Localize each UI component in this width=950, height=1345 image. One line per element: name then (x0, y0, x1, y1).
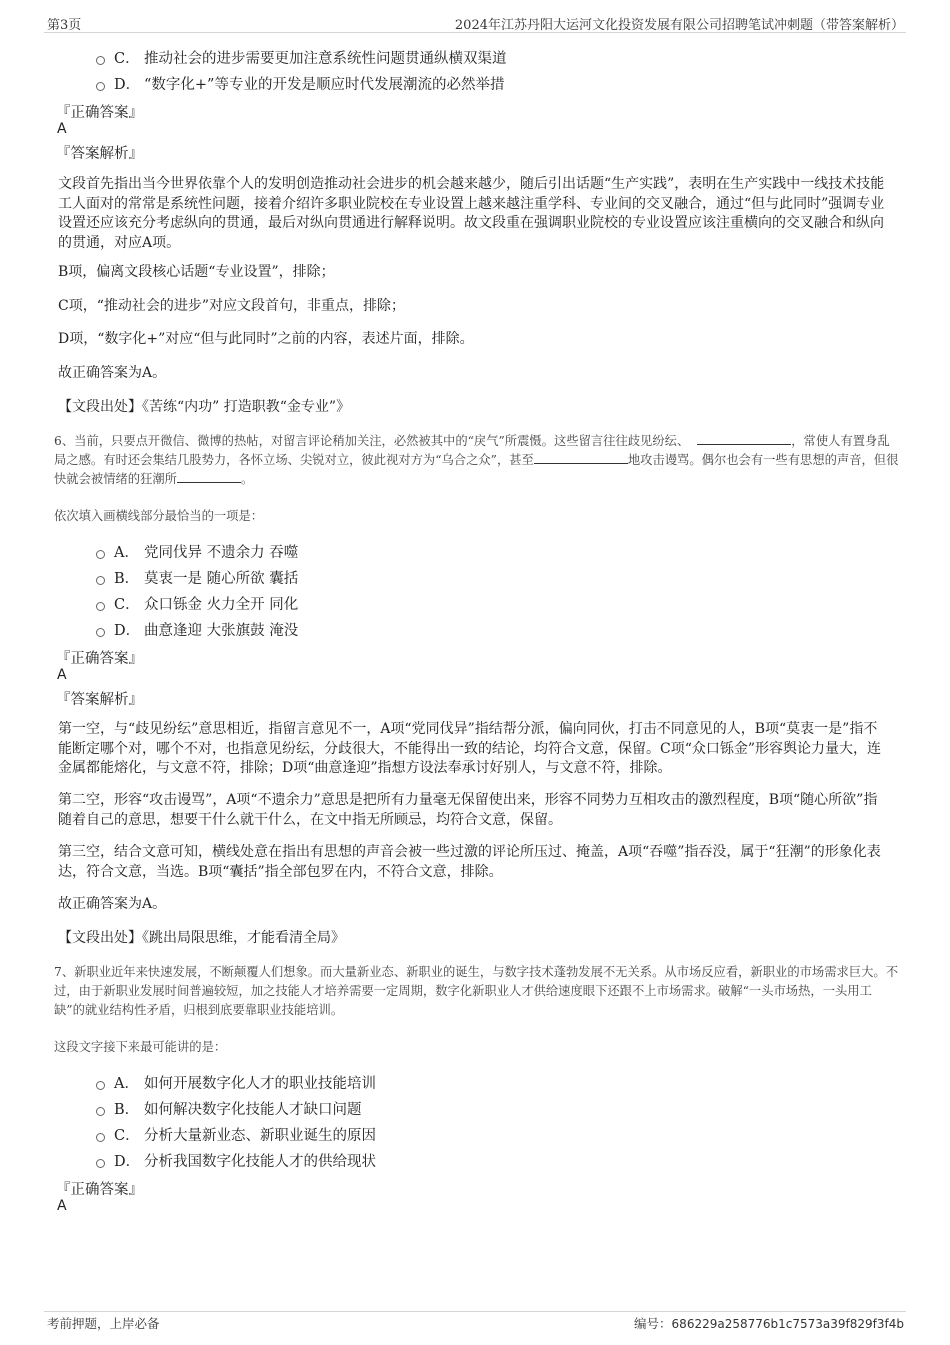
q6-option-c[interactable] (96, 592, 298, 614)
radio-icon[interactable] (96, 1107, 105, 1116)
radio-icon[interactable] (96, 56, 105, 65)
radio-icon[interactable] (96, 82, 105, 91)
q7-option-b[interactable] (96, 1097, 362, 1119)
q6-answer: A (57, 667, 67, 683)
radio-icon[interactable] (96, 550, 105, 559)
radio-icon[interactable] (96, 628, 105, 637)
option-letter: B． (114, 570, 140, 587)
option-text: 曲意逢迎 大张旗鼓 淹没 (144, 622, 299, 639)
option-letter: A． (114, 1075, 139, 1092)
footer-slogan: 考前押题，上岸必备 (47, 1316, 160, 1331)
radio-icon[interactable] (96, 602, 105, 611)
option-text: 众口铄金 火力全开 同化 (144, 596, 299, 613)
q5-answer-label: 『正确答案』 (56, 105, 143, 121)
fill-blank-3 (177, 470, 241, 483)
q6-answer-label: 『正确答案』 (56, 651, 143, 667)
radio-icon[interactable] (96, 1159, 105, 1168)
q7-option-a[interactable] (96, 1071, 376, 1093)
option-text: 分析我国数字化技能人才的供给现状 (144, 1153, 376, 1170)
q7-option-c[interactable] (96, 1123, 376, 1145)
q5-source: 【文段出处】《苦练“内功” 打造职教“金专业”》 (58, 399, 351, 415)
option-text: 如何解决数字化技能人才缺口问题 (144, 1101, 362, 1118)
q6-analysis-paragraph: 第二空，形容“攻击谩骂”，A项“不遗余力”意思是把所有力量毫无保留使出来，形容不同势力互相攻击的激烈程度，B项“随心所欲”指随着自己的意思，想要干什么就干什么，在文中指无所顾忌，均符合文意，保留。 (58, 792, 878, 828)
q5-analysis-label: 『答案解析』 (56, 146, 143, 162)
radio-icon[interactable] (96, 576, 105, 585)
document-title: 2024年江苏丹阳大运河文化投资发展有限公司招聘笔试冲刺题（带答案解析） (454, 18, 904, 33)
q7-answer-label: 『正确答案』 (56, 1182, 143, 1198)
q7-option-d[interactable] (96, 1149, 376, 1171)
q6-analysis-paragraph: 第一空，与“歧见纷纭”意思相近，指留言意见不一，A项“党同伐异”指结帮分派，偏向同伙，打击不同意见的人，B项“莫衷一是”指不能断定哪个对，哪个不对，也指意见纷纭，分歧很大，不能得出一致的结论，均符合文意，保留。C项“众口铄金”形容舆论力量大，连金属都能熔化，与文意不符，排除；D项“曲意逢迎”指想方设法奉承讨好别人，与文意不符，排除。 (58, 721, 882, 776)
q6-option-d[interactable] (96, 618, 298, 640)
document-code: 编号：686229a258776b1c7573a39f829f3f4b (634, 1316, 904, 1331)
option-letter: C． (114, 50, 140, 67)
option-letter: D． (114, 76, 141, 93)
option-text: 如何开展数字化人才的职业技能培训 (144, 1075, 376, 1092)
q5-conclusion: 故正确答案为A。 (58, 365, 167, 381)
q5-analysis-paragraph: D项，“数字化+”对应“但与此同时”之前的内容，表述片面，排除。 (58, 331, 474, 347)
q5-answer: A (57, 121, 67, 137)
page-number: 第3页 (47, 18, 82, 33)
q6-source: 【文段出处】《跳出局限思维，才能看清全局》 (58, 930, 345, 946)
option-text: 分析大量新业态、新职业诞生的原因 (144, 1127, 376, 1144)
option-letter: A． (114, 544, 139, 561)
header-divider (44, 32, 906, 33)
option-letter: C． (114, 596, 140, 613)
q5-option-c[interactable] (96, 46, 507, 68)
q6-question-text: 6、当前，只要点开微信、微博的热帖，对留言评论稍加关注，必然被其中的“戾气”所震慑。这些留言往往歧见纷纭、 ，常使人有置身乱局之感。有时还会集结几股势力，各怀立场、尖锐对立，彼此视对方为“乌合之众”，甚至 地攻击谩骂。偶尔也会有一些有思想的声音，但很快就会被情绪的狂潮所 。 (54, 434, 899, 486)
fill-blank-1 (697, 432, 791, 445)
q7-answer: A (57, 1198, 67, 1214)
q5-option-d[interactable] (96, 72, 504, 94)
q7-prompt: 这段文字接下来最可能讲的是： (54, 1040, 227, 1054)
option-letter: D． (114, 1153, 141, 1170)
option-letter: D． (114, 622, 141, 639)
footer-divider (44, 1311, 906, 1312)
q6-prompt: 依次填入画横线部分最恰当的一项是： (54, 509, 264, 523)
q6-analysis-paragraph: 第三空，结合文意可知，横线处意在指出有思想的声音会被一些过激的评论所压过、掩盖，A项“吞噬”指吞没，属于“狂潮”的形象化表达，符合文意，当选。B项“囊括”指全部包罗在内，不符合文意，排除。 (58, 844, 881, 880)
q6-option-a[interactable] (96, 540, 298, 562)
option-letter: C． (114, 1127, 140, 1144)
fill-blank-2 (534, 451, 628, 464)
q6-conclusion: 故正确答案为A。 (58, 896, 167, 912)
q5-analysis-paragraph: 文段首先指出当今世界依靠个人的发明创造推动社会进步的机会越来越少，随后引出话题“生产实践”，表明在生产实践中一线技术技能工人面对的常常是系统性问题，接着介绍许多职业院校在专业设置上越来越注重学科、专业间的交叉融合，通过“但与此同时”强调专业设置还应该充分考虑纵向的贯通，最后对纵向贯通进行解释说明。故文段重在强调职业院校的专业设置应该注重横向的交叉融合和纵向的贯通，对应A项。 (58, 176, 885, 251)
option-text: “数字化+”等专业的开发是顺应时代发展潮流的必然举措 (144, 76, 505, 93)
q5-analysis-paragraph: C项，“推动社会的进步”对应文段首句，非重点，排除； (58, 298, 406, 314)
option-text: 推动社会的进步需要更加注意系统性问题贯通纵横双渠道 (144, 50, 507, 67)
q7-question-text: 7、新职业近年来快速发展，不断颠覆人们想象。而大量新业态、新职业的诞生，与数字技术蓬勃发展不无关系。从市场反应看，新职业的市场需求巨大。不过，由于新职业发展时间普遍较短，加之技能人才培养需要一定周期，数字化新职业人才供给速度眼下还跟不上市场需求。破解“一头市场热，一头用工缺”的就业结构性矛盾，归根到底要靠职业技能培训。 (54, 965, 899, 1017)
q6-analysis-label: 『答案解析』 (56, 692, 143, 708)
radio-icon[interactable] (96, 1133, 105, 1142)
q5-analysis-paragraph: B项，偏离文段核心话题“专业设置”，排除； (58, 264, 335, 280)
radio-icon[interactable] (96, 1081, 105, 1090)
q6-option-b[interactable] (96, 566, 298, 588)
option-text: 党同伐异 不遗余力 吞噬 (144, 544, 299, 561)
option-letter: B． (114, 1101, 140, 1118)
option-text: 莫衷一是 随心所欲 囊括 (144, 570, 299, 587)
